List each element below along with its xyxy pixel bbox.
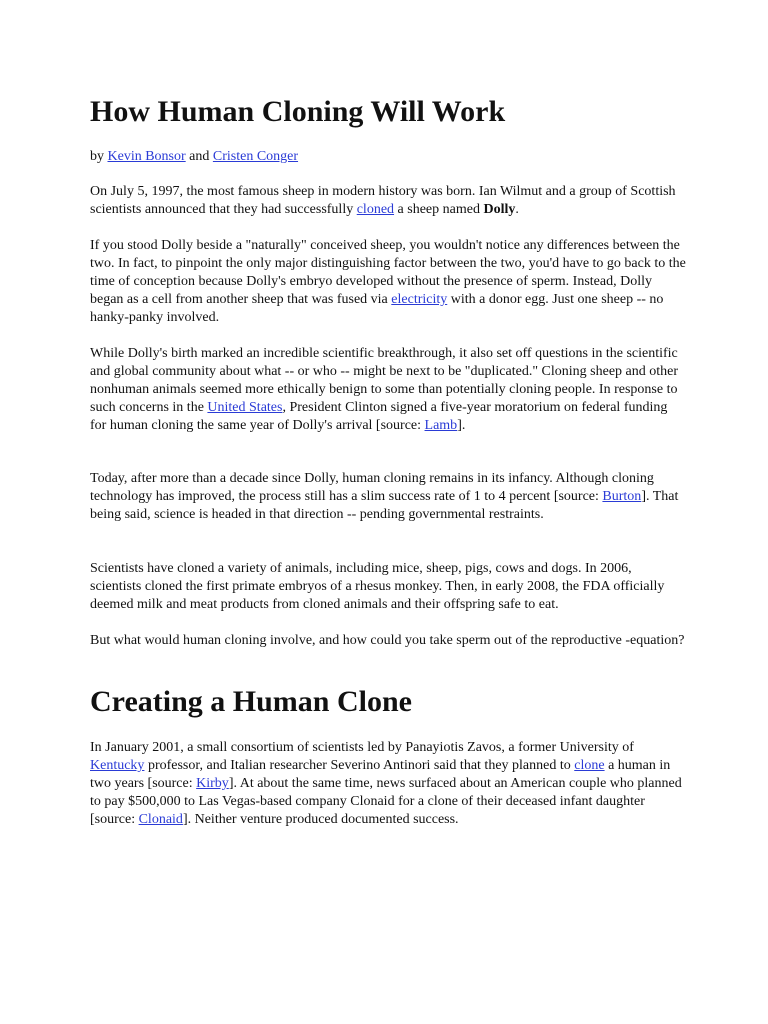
link-cloned[interactable]: cloned [356,202,395,217]
paragraph-4: Today, after more than a decade since Dolly, human cloning remains in its infancy. Although cloning technology has improved, the process still has a slim success rate of 1 to 4 percent [source: Burton]. That being said, science is headed in that direction -- pending governmental restraints. [90,471,679,522]
bold-dolly: Dolly [483,202,516,217]
byline: by Kevin Bonsor and Cristen Conger [90,149,299,164]
link-lamb[interactable]: Lamb [424,418,458,433]
paragraph-3: While Dolly's birth marked an incredible scientific breakthrough, it also set off questions in the scientific and global community about what -- or who -- might be next to be "duplicated." Cloning sheep and other nonhuman animals seemed more ethically benign to some than potentially cloning people. In response to such concerns in the United States, President Clinton signed a five-year moratorium on federal funding for human cloning the same year of Dolly's arrival [source: Lamb]. [90,346,679,433]
section-title: Creating a Human Clone [90,685,412,718]
paragraph-2: If you stood Dolly beside a "naturally" conceived sheep, you wouldn't notice any differences between the two. In fact, to pinpoint the only major distinguishing factor between the two, you'd have to go back to the time of conception because Dolly's embryo developed without the presence of sperm. Instead, Dolly began as a cell from another sheep that was fused via electricity with a donor egg. Just one sheep -- no hanky-panky involved. [90,238,686,325]
link-kentucky[interactable]: Kentucky [90,758,145,773]
link-clone[interactable]: clone [574,758,605,773]
author-link-kevin-bonsor[interactable]: Kevin Bonsor [107,149,186,164]
link-kirby[interactable]: Kirby [196,776,229,791]
paragraph-5: Scientists have cloned a variety of animals, including mice, sheep, pigs, cows and dogs. In 2006, scientists cloned the first primate embryos of a rhesus monkey. Then, in early 2008, the FDA officially deemed milk and meat products from cloned animals and their offspring safe to eat. [90,561,665,612]
paragraph-7: In January 2001, a small consortium of scientists led by Panayiotis Zavos, a former University of Kentucky professor, and Italian researcher Severino Antinori said that they planned to clone a human in two years [source: Kirby]. At about the same time, news surfaced about an American couple who planned to pay $500,000 to Las Vegas-based company Clonaid for a clone of their deceased infant daughter [source: Clonaid]. Neither venture produced documented success. [90,740,682,827]
link-clonaid[interactable]: Clonaid [138,812,183,827]
author-link-cristen-conger[interactable]: Cristen Conger [212,149,299,164]
link-electricity[interactable]: electricity [391,292,448,307]
page-title: How Human Cloning Will Work [90,95,506,128]
link-united-states[interactable]: United States [207,400,283,415]
link-burton[interactable]: Burton [602,489,642,504]
paragraph-6: But what would human cloning involve, and how could you take sperm out of the reproductive -equation? [90,633,685,648]
paragraph-1: On July 5, 1997, the most famous sheep in modern history was born. Ian Wilmut and a group of Scottish scientists announced that they had successfully cloned a sheep named Dolly. [90,184,676,217]
